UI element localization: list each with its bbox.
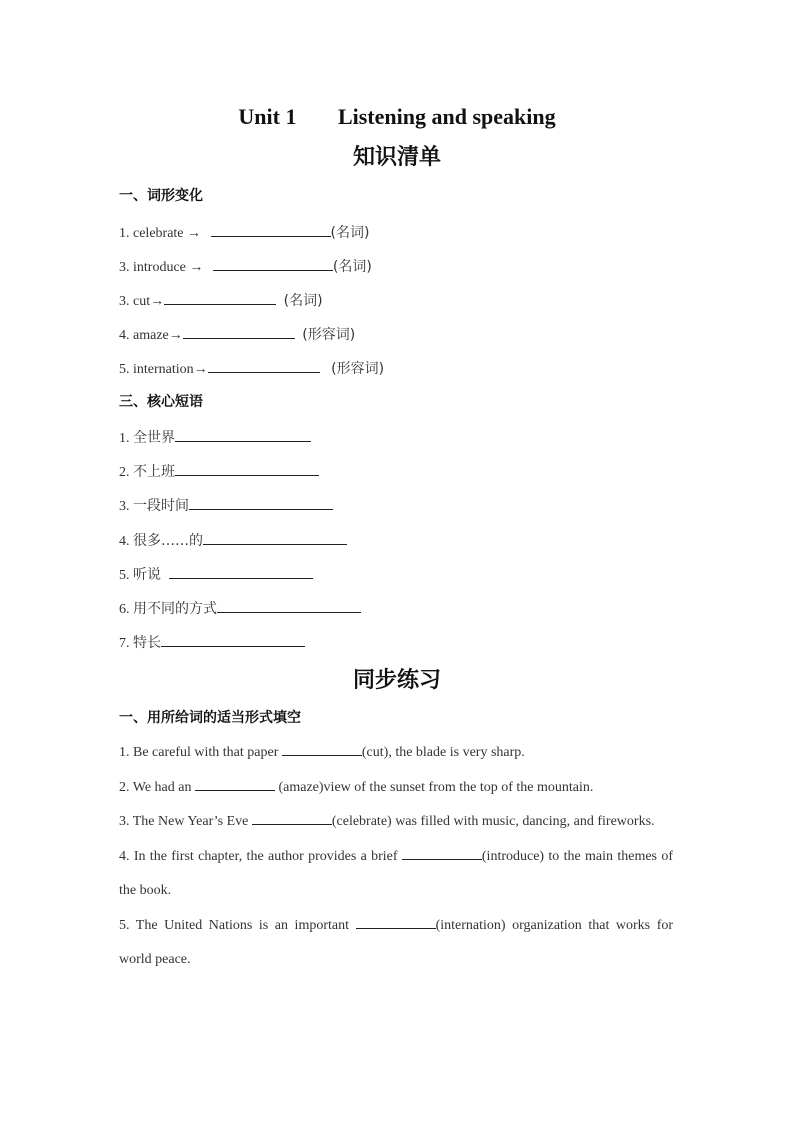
answer-blank[interactable] [161, 632, 305, 647]
word-form-item: 1. celebrate → (名词) [119, 222, 369, 244]
answer-blank[interactable] [356, 914, 436, 929]
section-core-phrases-heading: 三、核心短语 [119, 394, 203, 410]
phrase-item: 7. 特长 [119, 632, 305, 654]
answer-blank[interactable] [211, 222, 331, 237]
answer-blank[interactable] [195, 776, 275, 791]
topic-label: Listening and speaking [337, 104, 556, 129]
answer-blank[interactable] [282, 741, 362, 756]
phrase-item: 3. 一段时间 [119, 495, 333, 517]
question-item: 1. Be careful with that paper (cut), the blade is very sharp. [119, 736, 673, 771]
phrase-item: 5. 听说 [119, 564, 313, 586]
answer-blank[interactable] [203, 530, 347, 545]
word-form-item: 3. cut→ (名词) [119, 290, 323, 312]
answer-blank[interactable] [252, 810, 332, 825]
question-item: 5. The United Nations is an important (internation) organization that works for world peace. [119, 909, 673, 978]
answer-blank[interactable] [183, 324, 295, 339]
word-form-item: 4. amaze→ (形容词) [119, 324, 355, 346]
word-form-item: 3. introduce → (名词) [119, 256, 372, 278]
answer-blank[interactable] [175, 427, 311, 442]
phrase-item: 6. 用不同的方式 [119, 598, 361, 620]
exercise-heading: 一、用所给词的适当形式填空 [119, 710, 301, 726]
answer-blank[interactable] [208, 358, 320, 373]
question-item: 4. In the first chapter, the author provides a brief (introduce) to the main themes of the book. [119, 840, 673, 909]
phrase-item: 4. 很多……的 [119, 530, 347, 552]
answer-blank[interactable] [402, 845, 482, 860]
knowledge-heading: 知识清单 [352, 145, 441, 170]
page-title [0, 103, 794, 131]
phrase-item: 2. 不上班 [119, 461, 319, 483]
practice-heading: 同步练习 [352, 668, 441, 693]
answer-blank[interactable] [175, 461, 319, 476]
answer-blank[interactable] [217, 598, 361, 613]
word-form-item: 5. internation→ (形容词) [119, 358, 384, 380]
exercise-questions [119, 736, 673, 978]
answer-blank[interactable] [169, 564, 313, 579]
question-item: 3. The New Year’s Eve (celebrate) was filled with music, dancing, and fireworks. [119, 805, 673, 840]
question-item: 2. We had an (amaze)view of the sunset from the top of the mountain. [119, 771, 673, 806]
phrase-item: 1. 全世界 [119, 427, 311, 449]
section-word-forms-heading: 一、词形变化 [119, 188, 203, 204]
answer-blank[interactable] [213, 256, 333, 271]
answer-blank[interactable] [164, 290, 276, 305]
answer-blank[interactable] [189, 495, 333, 510]
unit-label: Unit 1 [238, 104, 297, 129]
